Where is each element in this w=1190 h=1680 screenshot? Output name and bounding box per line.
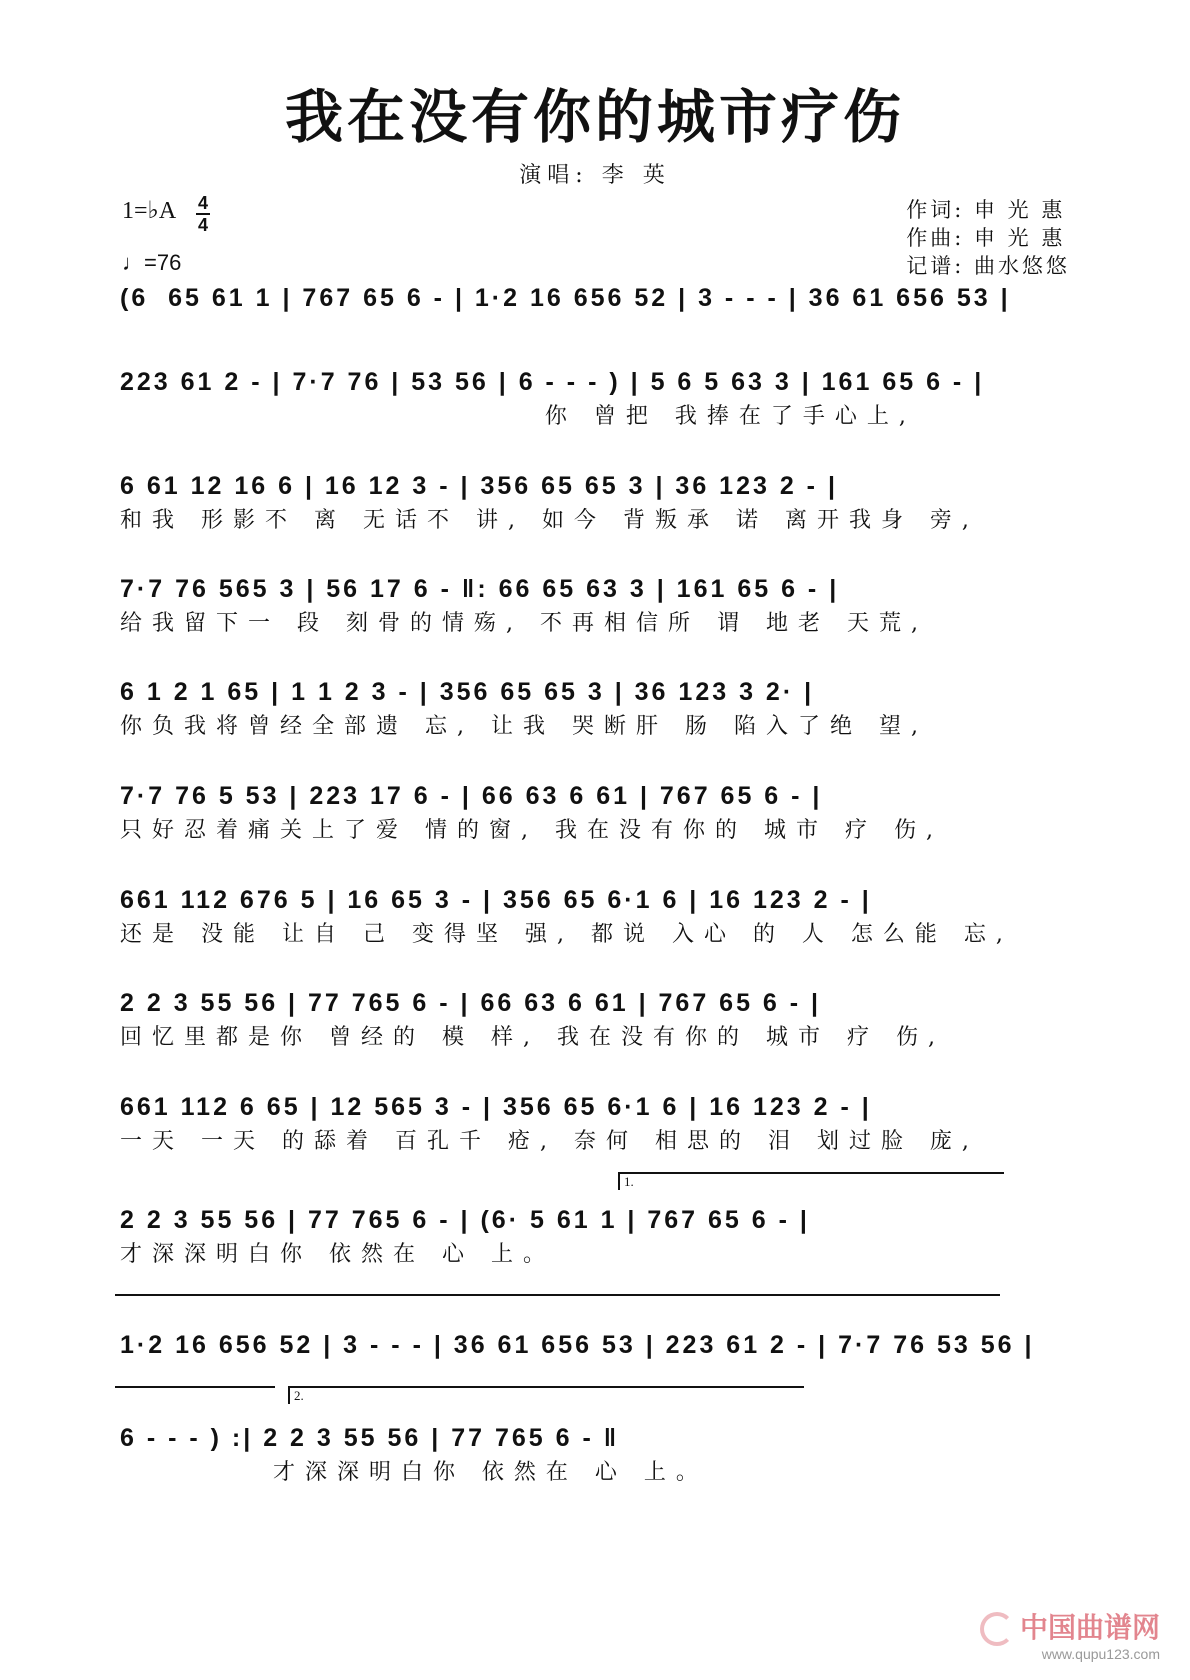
lyric-line: 一天 一天 的舔着 百孔千 疮, 奈何 相思的 泪 划过脸 庞, bbox=[120, 1129, 979, 1154]
time-signature bbox=[196, 194, 210, 234]
lyric-line: 才深深明白你 依然在 心 上。 bbox=[120, 1242, 555, 1267]
score-line bbox=[120, 983, 1070, 1055]
notation-line: 6 1 2 1 65 | 1 1 2 3 - | 356 65 65 3 | 36 123 3 2· | bbox=[120, 678, 815, 706]
song-title: 我在没有你的城市疗伤 bbox=[284, 83, 905, 151]
tempo-mark: ♩=76 bbox=[122, 250, 182, 275]
watermark bbox=[980, 1606, 1160, 1663]
notation-line: 661 112 676 5 | 16 65 3 - | 356 65 6·1 6 | 16 123 2 - | bbox=[120, 886, 872, 914]
watermark-logo bbox=[980, 1606, 1160, 1647]
notation-line: 2 2 3 55 56 | 77 765 6 - | 66 63 6 61 | 767 65 6 - | bbox=[120, 989, 822, 1017]
lyric-line: 还是 没能 让自 己 变得坚 强, 都说 入心 的 人 怎么能 忘, bbox=[120, 922, 1013, 947]
lyric-line: 你负我将曾经全部遗 忘, 让我 哭断肝 肠 陷入了绝 望, bbox=[120, 714, 928, 739]
volta-1: 1. bbox=[618, 1172, 1004, 1190]
lyric-line: 给我留下一 段 刻骨的情殇, 不再相信所 谓 地老 天荒, bbox=[120, 611, 928, 636]
score-line bbox=[120, 1418, 1070, 1490]
notation-line: 2 2 3 55 56 | 77 765 6 - | (6· 5 61 1 | 767 65 6 - | bbox=[120, 1206, 810, 1234]
time-bottom: 4 bbox=[197, 215, 208, 235]
notation-line: 223 61 2 - | 7·7 76 | 53 56 | 6 - - - ) | 5 6 5 63 3 | 161 65 6 - | bbox=[120, 368, 985, 396]
lyric-line: 你 曾把 我捧在了手心上, bbox=[120, 404, 916, 429]
volta-end bbox=[115, 1386, 275, 1388]
notation-line: 6 61 12 16 6 | 16 12 3 - | 356 65 65 3 | 36 123 2 - | bbox=[120, 472, 838, 500]
notation-line: 7·7 76 565 3 | 56 17 6 - ‖: 66 65 63 3 | 161 65 6 - | bbox=[120, 575, 840, 603]
watermark-logo-text: 中国曲谱网 bbox=[1019, 1610, 1160, 1644]
score-line bbox=[120, 1087, 1070, 1159]
score-line bbox=[120, 569, 1070, 641]
notation-line: (6 65 61 1 | 767 65 6 - | 1·2 16 656 52 | 3 - - - | 36 61 656 53 | bbox=[120, 284, 1011, 312]
lyric-line: 回忆里都是你 曾经的 模 样, 我在没有你的 城市 疗 伤, bbox=[120, 1025, 945, 1050]
watermark-url: www.qupu123.com bbox=[1041, 1646, 1160, 1662]
lyric-line: 只好忍着痛关上了爱 情的窗, 我在没有你的 城市 疗 伤, bbox=[120, 818, 943, 843]
composer: 作曲: 申 光 惠 bbox=[906, 226, 1066, 250]
transcriber: 记谱: 曲水悠悠 bbox=[906, 254, 1070, 278]
notation-line: 661 112 6 65 | 12 565 3 - | 356 65 6·1 6 | 16 123 2 - | bbox=[120, 1093, 872, 1121]
score-line bbox=[120, 362, 1070, 434]
credits bbox=[906, 196, 1070, 280]
key-signature: 1=♭A bbox=[122, 198, 177, 224]
score-line bbox=[120, 672, 1070, 744]
lyric-line: 才深深明白你 依然在 心 上。 bbox=[120, 1460, 708, 1485]
lyricist: 作词: 申 光 惠 bbox=[906, 198, 1066, 222]
score-line bbox=[120, 776, 1070, 848]
time-top: 4 bbox=[197, 193, 208, 213]
volta-continuation bbox=[115, 1294, 1000, 1296]
score-line bbox=[120, 880, 1070, 952]
notation-line: 6 - - - ) :| 2 2 3 55 56 | 77 765 6 - ‖ bbox=[120, 1424, 620, 1452]
notation-line: 7·7 76 5 53 | 223 17 6 - | 66 63 6 61 | 767 65 6 - | bbox=[120, 782, 823, 810]
singer-credit: 演唱: 李 英 bbox=[519, 163, 671, 188]
lyric-line bbox=[120, 318, 1070, 350]
logo-icon bbox=[980, 1612, 1014, 1646]
lyric-line: 和我 形影不 离 无话不 讲, 如今 背叛承 诺 离开我身 旁, bbox=[120, 508, 979, 533]
score-line bbox=[120, 466, 1070, 538]
notation-line: 1·2 16 656 52 | 3 - - - | 36 61 656 53 | 223 61 2 - | 7·7 76 53 56 | bbox=[120, 1331, 1035, 1359]
score-line bbox=[120, 1200, 1070, 1272]
score-line bbox=[120, 278, 1070, 350]
volta-2: 2. bbox=[288, 1386, 804, 1404]
